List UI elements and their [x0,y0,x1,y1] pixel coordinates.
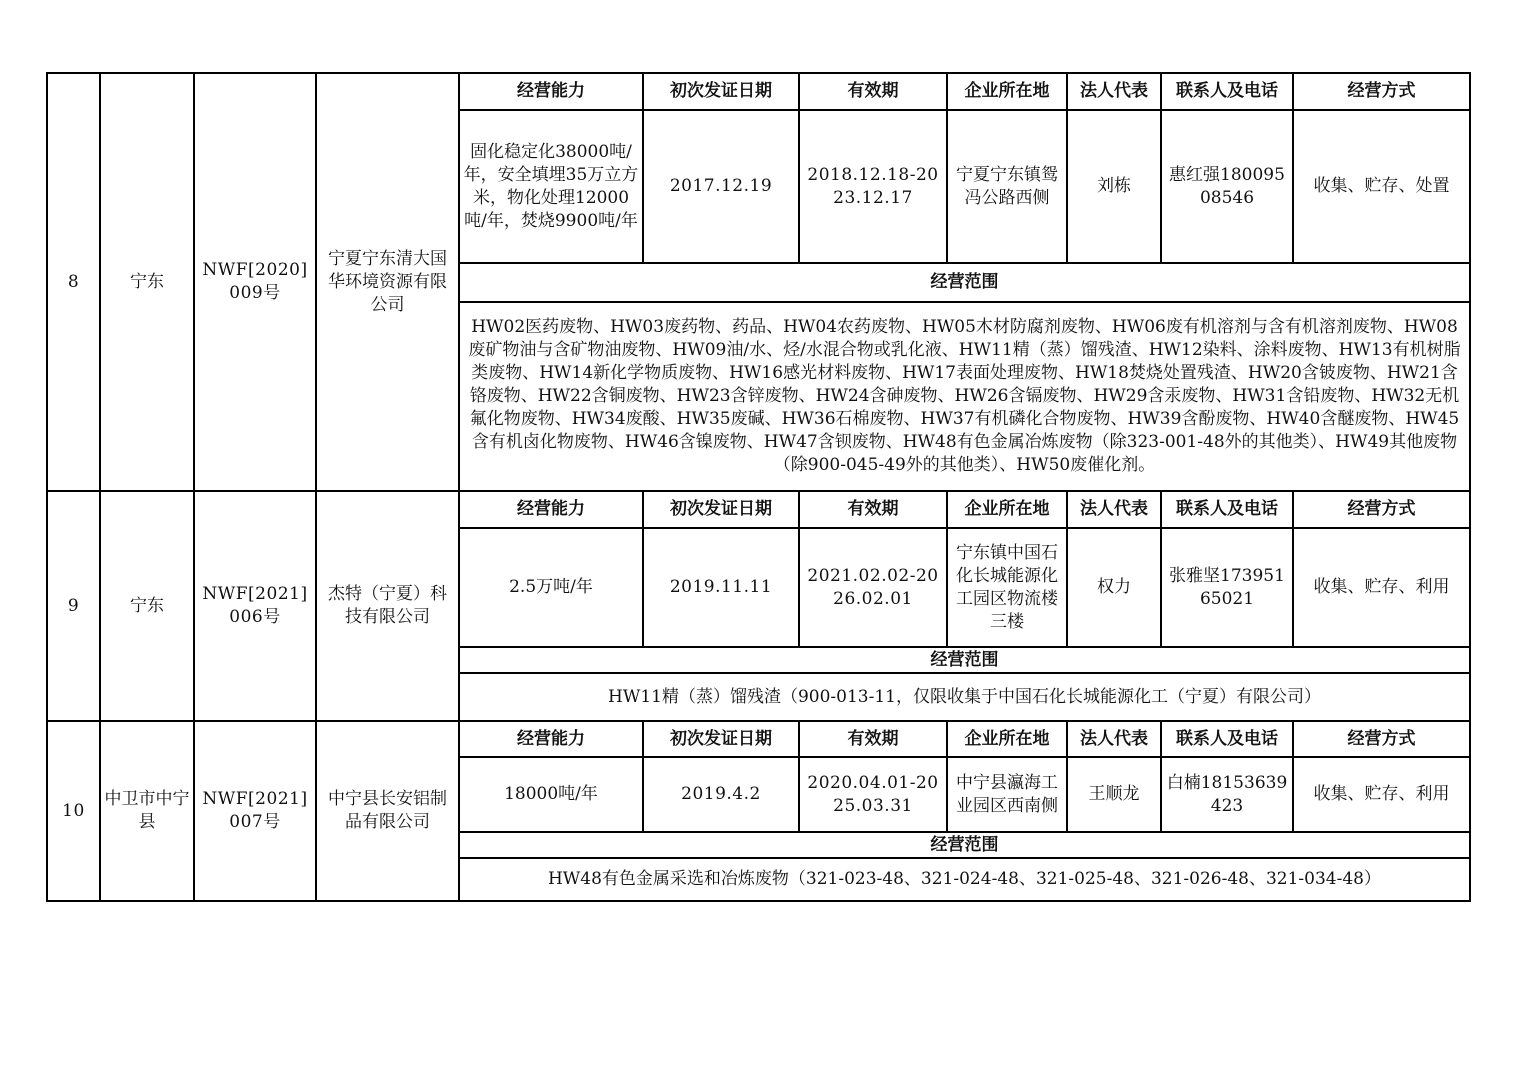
header-mode: 经营方式 [1293,721,1470,757]
record-legal-rep: 权力 [1067,528,1161,647]
record-location: 宁东镇中国石化长城能源化工园区物流楼三楼 [947,528,1067,647]
record-region: 宁东 [100,491,194,721]
header-location: 企业所在地 [947,491,1067,528]
record-number: 8 [47,73,100,491]
record-issue-date: 2019.11.11 [643,528,799,647]
record-company: 杰特（宁夏）科技有限公司 [316,491,459,721]
header-issue-date: 初次发证日期 [643,721,799,757]
record-capacity: 固化稳定化38000吨/年，安全填埋35万立方米，物化处理12000吨/年，焚烧9900吨/年 [459,110,643,263]
record-scope: HW02医药废物、HW03废药物、药品、HW04农药废物、HW05木材防腐剂废物、HW06废有机溶剂与含有机溶剂废物、HW08废矿物油与含矿物油废物、HW09油/水、烃/水混合物或乳化液、HW11精（蒸）馏残渣、HW12染料、涂料废物、HW13有机树脂类废物、HW14新化学物质废物、HW16感光材料废物、HW17表面处理废物、HW18焚烧处置残渣、HW20含铍废物、HW21含铬废物、HW22含铜废物、HW23含锌废物、HW24含砷废物、HW26含镉废物、HW29含汞废物、HW31含铅废物、HW32无机氟化物废物、HW34废酸、HW35废碱、HW36石棉废物、HW37有机磷化合物废物、HW39含酚废物、HW40含醚废物、HW45含有机卤化物废物、HW46含镍废物、HW47含钡废物、HW48有色金属冶炼废物（除323-001-48外的其他类）、HW49其他废物（除900-045-49外的其他类）、HW50废催化剂。 [459,302,1470,491]
record-validity: 2018.12.18-2023.12.17 [799,110,947,263]
record-scope: HW11精（蒸）馏残渣（900-013-11，仅限收集于中国石化长城能源化工（宁夏）有限公司） [459,673,1470,721]
header-mode: 经营方式 [1293,491,1470,528]
record-contact: 惠红强18009508546 [1161,110,1293,263]
record-company: 宁夏宁东清大国华环境资源有限公司 [316,73,459,491]
record-scope: HW48有色金属采选和冶炼废物（321-023-48、321-024-48、321-025-48、321-026-48、321-034-48） [459,858,1470,901]
header-legal-rep: 法人代表 [1067,721,1161,757]
record-issue-date: 2017.12.19 [643,110,799,263]
header-capacity: 经营能力 [459,491,643,528]
record-contact: 张雅坚17395165021 [1161,528,1293,647]
header-location: 企业所在地 [947,721,1067,757]
table-row [47,491,1470,528]
header-contact: 联系人及电话 [1161,491,1293,528]
header-mode: 经营方式 [1293,73,1470,110]
record-validity: 2020.04.01-2025.03.31 [799,757,947,832]
record-legal-rep: 王顺龙 [1067,757,1161,832]
table-row [47,721,1470,757]
header-location: 企业所在地 [947,73,1067,110]
record-contact: 白楠18153639423 [1161,757,1293,832]
license-table [46,72,1471,902]
record-mode: 收集、贮存、利用 [1293,757,1470,832]
record-number: 10 [47,721,100,901]
header-validity: 有效期 [799,73,947,110]
record-issue-date: 2019.4.2 [643,757,799,832]
header-contact: 联系人及电话 [1161,721,1293,757]
header-contact: 联系人及电话 [1161,73,1293,110]
header-validity: 有效期 [799,721,947,757]
header-issue-date: 初次发证日期 [643,491,799,528]
header-validity: 有效期 [799,491,947,528]
record-mode: 收集、贮存、处置 [1293,110,1470,263]
scope-header: 经营范围 [459,832,1470,858]
header-capacity: 经营能力 [459,73,643,110]
record-location: 宁夏宁东镇鸳冯公路西侧 [947,110,1067,263]
record-validity: 2021.02.02-2026.02.01 [799,528,947,647]
record-license: NWF[2021]006号 [194,491,316,721]
record-license: NWF[2021]007号 [194,721,316,901]
table-row [47,73,1470,110]
header-legal-rep: 法人代表 [1067,73,1161,110]
header-issue-date: 初次发证日期 [643,73,799,110]
scope-header: 经营范围 [459,263,1470,302]
record-region: 宁东 [100,73,194,491]
record-number: 9 [47,491,100,721]
header-legal-rep: 法人代表 [1067,491,1161,528]
record-legal-rep: 刘栋 [1067,110,1161,263]
record-capacity: 2.5万吨/年 [459,528,643,647]
scope-header: 经营范围 [459,647,1470,673]
record-company: 中宁县长安铝制品有限公司 [316,721,459,901]
record-license: NWF[2020]009号 [194,73,316,491]
header-capacity: 经营能力 [459,721,643,757]
record-capacity: 18000吨/年 [459,757,643,832]
record-mode: 收集、贮存、利用 [1293,528,1470,647]
record-location: 中宁县瀛海工业园区西南侧 [947,757,1067,832]
record-region: 中卫市中宁县 [100,721,194,901]
